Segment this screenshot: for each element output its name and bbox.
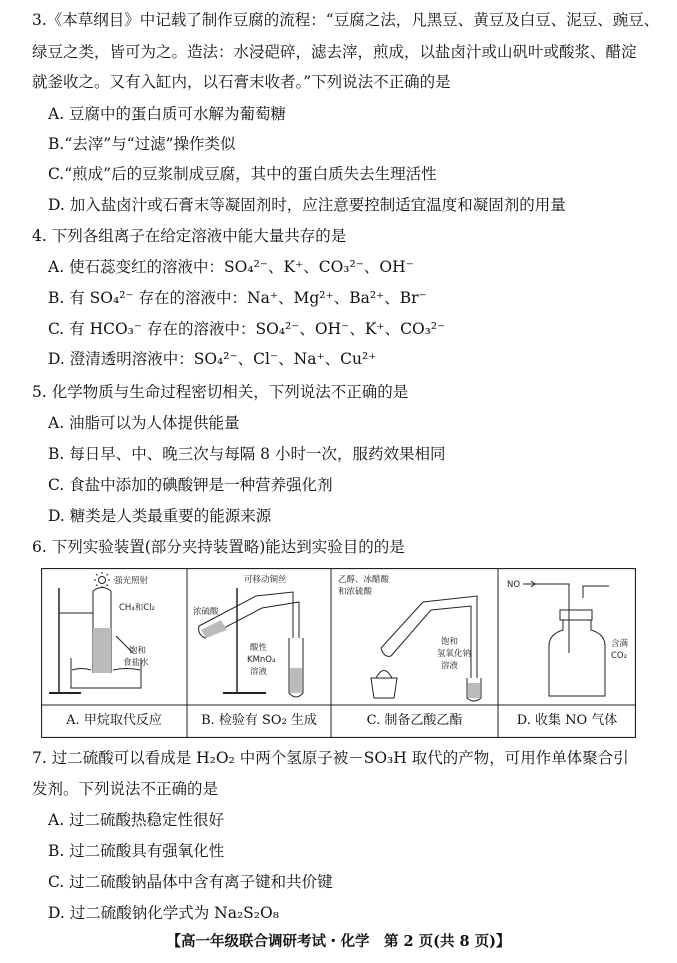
q4-stem: 4. 下列各组离子在给定溶液中能大量共存的是 bbox=[32, 227, 347, 245]
gas-bottle bbox=[549, 620, 605, 696]
kmno4-label-3: 溶液 bbox=[250, 667, 268, 677]
q3-stem-line2: 绿豆之类，皆可为之。造法：水浸硙碎，滤去滓，煎成，以盐卤汁或山矾叶或酸浆、醋淀 bbox=[32, 43, 637, 61]
reaction-tube bbox=[381, 602, 431, 656]
kmno4-label-2: KMnO₄ bbox=[247, 655, 276, 665]
bottle-stopper bbox=[560, 610, 592, 620]
q7-option-d: D. 过二硫酸钠化学式为 Na₂S₂O₈ bbox=[48, 904, 279, 922]
outlet-tube bbox=[583, 586, 609, 598]
q3-option-a: A. 豆腐中的蛋白质可水解为葡萄糖 bbox=[48, 105, 287, 123]
q7-option-c: C. 过二硫酸钠晶体中含有离子键和共价键 bbox=[48, 873, 333, 891]
q4-option-a: A. 使石蕊变红的溶液中：SO₄²⁻、K⁺、CO₃²⁻、OH⁻ bbox=[48, 258, 414, 276]
light-label: 强光照射 bbox=[114, 576, 149, 586]
naoh-liquid bbox=[468, 683, 480, 698]
q5-stem: 5. 化学物质与生命过程密切相关，下列说法不正确的是 bbox=[32, 383, 409, 401]
q3-stem-line1: 3.《本草纲目》中记载了制作豆腐的流程：“豆腐之法，凡黑豆、黄豆及白豆、泥豆、豌豆、 bbox=[32, 11, 660, 29]
co2-label-1: 含满 bbox=[611, 639, 629, 649]
q7-stem-line1: 7. 过二硫酸可以看成是 H₂O₂ 中两个氢原子被－SO₃H 取代的产物，可用作单体聚合引 bbox=[32, 749, 629, 767]
page-footer: 【高一年级联合调研考试・化学 第 2 页(共 8 页)】 bbox=[166, 933, 511, 950]
tube-liquid bbox=[93, 628, 111, 673]
q4-option-c: C. 有 HCO₃⁻ 存在的溶液中：SO₄²⁻、OH⁻、K⁺、CO₃²⁻ bbox=[48, 320, 446, 338]
q6-label-c: C. 制备乙酸乙酯 bbox=[366, 713, 463, 728]
reagent-label-1: 乙醇、冰醋酸 bbox=[338, 575, 390, 585]
apparatus-c bbox=[338, 574, 481, 701]
q5-option-b: B. 每日早、中、晚三次与每隔 8 小时一次，服药效果相同 bbox=[48, 445, 446, 463]
kmno4-liquid bbox=[290, 668, 302, 693]
flame-icon bbox=[376, 671, 392, 679]
q7-option-b: B. 过二硫酸具有强氧化性 bbox=[48, 842, 225, 860]
naoh-label-1: 饱和 bbox=[441, 637, 459, 647]
q4-option-b: B. 有 SO₄²⁻ 存在的溶液中：Na⁺、Mg²⁺、Ba²⁺、Br⁻ bbox=[48, 289, 427, 307]
q3-option-d: D. 加入盐卤汁或石膏末等凝固剂时，应注意要控制适宜温度和凝固剂的用量 bbox=[48, 196, 566, 214]
q3-option-b: B.“去滓”与“过滤”操作类似 bbox=[48, 135, 236, 153]
alcohol-lamp bbox=[371, 678, 397, 698]
q5-option-d: D. 糖类是人类最重要的能源来源 bbox=[48, 507, 272, 525]
gas-label: CH₄和Cl₂ bbox=[119, 603, 155, 613]
q5-option-a: A. 油脂可以为人体提供能量 bbox=[48, 414, 240, 432]
apparatus-b bbox=[193, 574, 303, 697]
q7-stem-line2: 发剂。下列说法不正确的是 bbox=[32, 780, 219, 798]
apparatus-a bbox=[49, 572, 155, 693]
q3-stem-line3: 就釜收之。又有入缸内，以石膏末收者。”下列说法不正确的是 bbox=[32, 73, 451, 91]
acid-label: 浓硫酸 bbox=[193, 607, 219, 617]
q5-option-c: C. 食盐中添加的碘酸钾是一种营养强化剂 bbox=[48, 476, 333, 494]
reagent-label-2: 和浓硫酸 bbox=[338, 587, 373, 597]
co2-label-2: CO₂ bbox=[611, 651, 628, 661]
sun-icon bbox=[99, 577, 106, 584]
delivery-tube bbox=[256, 592, 299, 638]
q7-option-a: A. 过二硫酸热稳定性很好 bbox=[48, 811, 225, 829]
kmno4-label-1: 酸性 bbox=[250, 643, 268, 653]
naoh-label-3: 溶液 bbox=[441, 661, 459, 671]
liquid-label-1: 饱和 bbox=[129, 646, 147, 656]
copper-wire-label: 可移动铜丝 bbox=[244, 575, 287, 585]
q6-label-d: D. 收集 NO 气体 bbox=[516, 713, 618, 728]
no-gas-label: NO bbox=[507, 580, 521, 590]
sun-rays bbox=[94, 572, 110, 588]
naoh-label-2: 氢氧化钠 bbox=[437, 649, 472, 659]
liquid-label-2: 食盐水 bbox=[123, 658, 149, 668]
inlet-tube bbox=[535, 584, 569, 653]
q3-option-c: C.“煎成”后的豆浆制成豆腐，其中的蛋白质失去生理活性 bbox=[48, 165, 437, 183]
q6-label-b: B. 检验有 SO₂ 生成 bbox=[201, 713, 317, 728]
apparatus-d bbox=[507, 580, 629, 696]
q6-stem: 6. 下列实验装置(部分夹持装置略)能达到实验目的的是 bbox=[32, 538, 405, 556]
q4-option-d: D. 澄清透明溶液中：SO₄²⁻、Cl⁻、Na⁺、Cu²⁺ bbox=[48, 350, 377, 368]
q6-label-a: A. 甲烷取代反应 bbox=[66, 713, 162, 728]
